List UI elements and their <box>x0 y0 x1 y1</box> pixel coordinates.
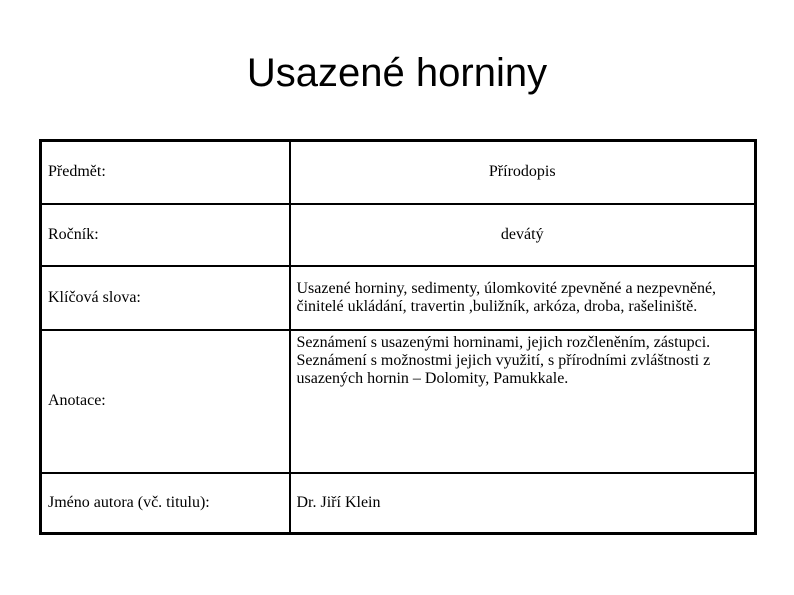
subject-value: Přírodopis <box>290 141 756 204</box>
keywords-value: Usazené horniny, sedimenty, úlomkovité zpevněné a nezpevněné, činitelé ukládání, travertin ,buližník, arkóza, droba, rašeliniště. <box>290 266 756 330</box>
page-title: Usazené horniny <box>246 51 548 95</box>
table-row-keywords <box>41 266 756 330</box>
author-label: Jméno autora (vč. titulu): <box>41 473 290 534</box>
annotation-value: Seznámení s usazenými horninami, jejich rozčleněním, zástupci. Seznámení s možnostmi jejich využití, s přírodními zvláštnosti z usazených hornin – Dolomity, Pamukkale. <box>290 330 756 473</box>
table-row-grade <box>41 204 756 266</box>
keywords-label: Klíčová slova: <box>41 266 290 330</box>
table-row-annotation <box>41 330 756 473</box>
subject-label: Předmět: <box>41 141 290 204</box>
grade-label: Ročník: <box>41 204 290 266</box>
annotation-label: Anotace: <box>41 330 290 473</box>
grade-value: devátý <box>290 204 756 266</box>
table-row-author <box>41 473 756 534</box>
table-row-subject <box>41 141 756 204</box>
author-value: Dr. Jiří Klein <box>290 473 756 534</box>
info-table <box>39 139 757 535</box>
